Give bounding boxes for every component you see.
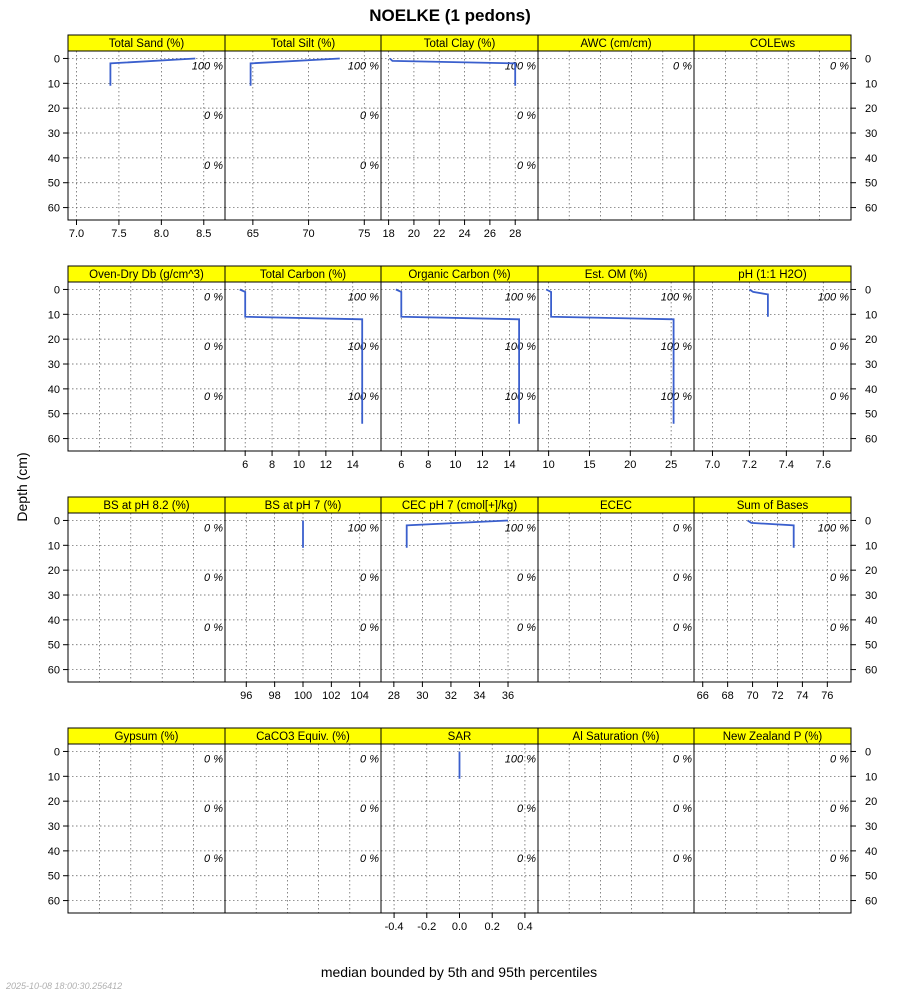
- y-tick-label-left: 40: [47, 614, 60, 627]
- y-tick-label-right: 20: [865, 334, 878, 347]
- x-tick-label: 15: [583, 459, 596, 471]
- panel-strip-label: Gypsum (%): [114, 731, 179, 743]
- x-tick-label: 6: [242, 459, 249, 471]
- panel-awc-cm-cm: [538, 35, 694, 220]
- x-tick-label: 0.2: [484, 921, 500, 933]
- y-tick-label-left: 10: [47, 771, 60, 784]
- y-tick-label-right: 20: [865, 103, 878, 116]
- percent-label: 0 %: [673, 522, 692, 535]
- percent-label: 0 %: [830, 60, 849, 73]
- y-tick-label-left: 0: [53, 53, 60, 66]
- panel-oven-dry-db-g-cm-3: [68, 266, 225, 451]
- y-tick-label-left: 60: [47, 202, 60, 215]
- x-tick-label: 98: [268, 690, 281, 702]
- y-tick-label-right: 0: [865, 515, 872, 528]
- panel-caco3-equiv: [225, 728, 381, 913]
- panel-strip-label: Al Saturation (%): [572, 731, 660, 743]
- y-tick-label-right: 30: [865, 359, 878, 372]
- x-tick-label: 0.4: [517, 921, 533, 933]
- percent-label: 0 %: [204, 621, 223, 634]
- y-tick-label-right: 30: [865, 128, 878, 141]
- percent-label: 100 %: [817, 522, 849, 535]
- y-tick-label-right: 10: [865, 78, 878, 91]
- x-tick-label: 26: [483, 228, 497, 240]
- y-tick-label-left: 20: [47, 103, 60, 116]
- percent-label: 0 %: [204, 110, 223, 123]
- percent-label: 0 %: [204, 522, 223, 535]
- y-tick-label-left: 30: [47, 590, 60, 603]
- panel-frame: [225, 282, 381, 451]
- x-tick-label: 25: [665, 459, 678, 471]
- panel-sar: [381, 728, 538, 933]
- percent-label: 0 %: [830, 621, 849, 634]
- x-tick-label: 12: [319, 459, 332, 471]
- y-tick-label-right: 60: [865, 433, 878, 446]
- percent-label: 0 %: [517, 803, 536, 816]
- panel-frame: [68, 744, 225, 913]
- x-tick-label: 100: [293, 690, 313, 702]
- panel-strip-label: Total Sand (%): [108, 38, 185, 50]
- panel-row-4: [48, 728, 878, 933]
- y-tick-label-right: 10: [865, 540, 878, 553]
- percent-label: 100 %: [347, 60, 379, 73]
- percent-label: 100 %: [347, 522, 379, 535]
- panel-organic-carbon: [381, 266, 538, 471]
- percent-label: 100 %: [504, 753, 536, 766]
- y-tick-label-left: 60: [47, 664, 60, 677]
- x-tick-label: 8.0: [153, 228, 169, 240]
- percent-label: 0 %: [673, 852, 692, 865]
- percent-label: 0 %: [360, 803, 379, 816]
- percent-label: 0 %: [360, 753, 379, 766]
- x-tick-label: 66: [696, 690, 709, 702]
- y-tick-label-left: 40: [47, 152, 60, 165]
- median-line: [110, 59, 195, 86]
- percent-label: 0 %: [830, 390, 849, 403]
- percent-label: 0 %: [360, 621, 379, 634]
- panel-strip-label: New Zealand P (%): [722, 731, 823, 743]
- median-line: [748, 521, 794, 548]
- y-tick-label-left: 20: [47, 796, 60, 809]
- x-tick-label: -0.2: [417, 921, 437, 933]
- x-tick-label: 70: [302, 228, 315, 240]
- y-tick-label-left: 0: [53, 515, 60, 528]
- y-tick-label-right: 30: [865, 590, 878, 603]
- median-line: [546, 290, 673, 424]
- panel-strip-label: pH (1:1 H2O): [738, 269, 807, 281]
- panel-strip-label: COLEws: [749, 38, 796, 50]
- x-tick-label: 24: [458, 228, 471, 240]
- percent-label: 0 %: [673, 60, 692, 73]
- panel-strip-label: CEC pH 7 (cmol[+]/kg): [401, 500, 518, 512]
- y-tick-label-right: 40: [865, 845, 878, 858]
- percent-label: 100 %: [504, 291, 536, 304]
- panel-row-1: [48, 35, 878, 240]
- x-tick-label: 96: [240, 690, 253, 702]
- percent-label: 0 %: [517, 572, 536, 585]
- panel-strip-label: BS at pH 7 (%): [264, 500, 342, 512]
- panel-frame: [538, 51, 694, 220]
- panel-bs-at-ph-8-2: [68, 497, 225, 682]
- percent-label: 0 %: [673, 803, 692, 816]
- median-line: [240, 290, 362, 424]
- panel-strip-label: BS at pH 8.2 (%): [103, 500, 190, 512]
- x-tick-label: 8: [269, 459, 276, 471]
- y-tick-label-left: 40: [47, 845, 60, 858]
- panel-frame: [694, 282, 851, 451]
- percent-label: 100 %: [504, 60, 536, 73]
- x-tick-label: 10: [449, 459, 462, 471]
- y-tick-label-right: 60: [865, 664, 878, 677]
- panel-strip-label: Total Silt (%): [270, 38, 336, 50]
- panel-frame: [68, 513, 225, 682]
- panel-strip-label: Total Clay (%): [423, 38, 496, 50]
- percent-label: 0 %: [517, 110, 536, 123]
- panel-frame: [381, 513, 538, 682]
- y-tick-label-left: 10: [47, 78, 60, 91]
- panel-strip-label: SAR: [447, 731, 472, 743]
- percent-label: 100 %: [660, 291, 692, 304]
- percent-label: 0 %: [517, 621, 536, 634]
- x-tick-label: 70: [746, 690, 759, 702]
- x-tick-label: 10: [542, 459, 555, 471]
- percent-label: 0 %: [204, 753, 223, 766]
- x-tick-label: -0.4: [384, 921, 404, 933]
- y-tick-label-left: 60: [47, 433, 60, 446]
- y-tick-label-left: 10: [47, 540, 60, 553]
- y-tick-label-right: 0: [865, 53, 872, 66]
- y-tick-label-right: 10: [865, 771, 878, 784]
- y-tick-label-left: 50: [47, 408, 60, 421]
- y-tick-label-left: 0: [53, 746, 60, 759]
- percent-label: 100 %: [660, 341, 692, 354]
- panel-est-om: [538, 266, 694, 471]
- percent-label: 0 %: [830, 852, 849, 865]
- percent-label: 100 %: [504, 341, 536, 354]
- percent-label: 100 %: [504, 390, 536, 403]
- timestamp: 2025-10-08 18:00:30.256412: [6, 981, 123, 991]
- x-tick-label: 8: [425, 459, 432, 471]
- percent-label: 100 %: [660, 390, 692, 403]
- x-tick-label: 20: [407, 228, 421, 240]
- panel-strip-label: Est. OM (%): [584, 269, 648, 281]
- panel-total-carbon: [225, 266, 381, 471]
- panel-new-zealand-p: [694, 728, 851, 913]
- panel-strip-label: Sum of Bases: [736, 500, 809, 512]
- percent-label: 100 %: [191, 60, 223, 73]
- y-tick-label-left: 50: [47, 639, 60, 652]
- panel-total-sand: [68, 35, 225, 240]
- x-tick-label: 28: [387, 690, 400, 702]
- percent-label: 0 %: [204, 852, 223, 865]
- x-tick-label: 7.5: [111, 228, 127, 240]
- x-tick-label: 104: [350, 690, 369, 702]
- panel-strip-label: Oven-Dry Db (g/cm^3): [89, 269, 204, 281]
- percent-label: 0 %: [517, 852, 536, 865]
- panel-grid: [48, 35, 878, 933]
- percent-label: 0 %: [830, 753, 849, 766]
- percent-label: 100 %: [504, 522, 536, 535]
- y-tick-label-right: 20: [865, 565, 878, 578]
- x-tick-label: 7.6: [815, 459, 831, 471]
- x-tick-label: 20: [624, 459, 637, 471]
- percent-label: 0 %: [360, 852, 379, 865]
- panel-frame: [538, 282, 694, 451]
- percent-label: 0 %: [204, 159, 223, 172]
- panel-bs-at-ph-7: [225, 497, 381, 702]
- y-tick-label-left: 60: [47, 895, 60, 908]
- percent-label: 100 %: [347, 390, 379, 403]
- panel-total-silt: [225, 35, 381, 240]
- y-tick-label-left: 30: [47, 821, 60, 834]
- panel-frame: [225, 51, 381, 220]
- x-tick-label: 14: [346, 459, 359, 471]
- panel-ecec: [538, 497, 694, 682]
- x-tick-label: 75: [358, 228, 371, 240]
- x-tick-label: 32: [444, 690, 458, 702]
- y-tick-label-left: 50: [47, 870, 60, 883]
- percent-label: 0 %: [360, 110, 379, 123]
- x-tick-label: 10: [292, 459, 306, 471]
- median-line: [396, 290, 519, 424]
- percent-label: 100 %: [817, 291, 849, 304]
- y-tick-label-right: 50: [865, 639, 878, 652]
- panel-frame: [538, 513, 694, 682]
- panel-row-3: [48, 497, 878, 702]
- x-tick-label: 12: [476, 459, 489, 471]
- percent-label: 0 %: [204, 572, 223, 585]
- panel-row-2: [48, 266, 878, 471]
- panel-frame: [68, 282, 225, 451]
- y-tick-label-right: 0: [865, 746, 872, 759]
- x-tick-label: 68: [721, 690, 734, 702]
- y-tick-label-right: 60: [865, 895, 878, 908]
- x-tick-label: 65: [246, 228, 259, 240]
- panel-frame: [538, 744, 694, 913]
- x-tick-label: 22: [433, 228, 446, 240]
- panel-gypsum: [68, 728, 225, 913]
- percent-label: 0 %: [830, 341, 849, 354]
- x-tick-label: 8.5: [196, 228, 212, 240]
- y-tick-label-right: 50: [865, 177, 878, 190]
- y-tick-label-right: 40: [865, 383, 878, 396]
- median-line: [390, 59, 515, 86]
- percent-label: 100 %: [347, 291, 379, 304]
- panel-frame: [694, 51, 851, 220]
- x-tick-label: 76: [821, 690, 834, 702]
- x-tick-label: 7.2: [741, 459, 758, 471]
- y-tick-label-left: 30: [47, 359, 60, 372]
- percent-label: 0 %: [360, 159, 379, 172]
- x-tick-label: 72: [771, 690, 784, 702]
- y-tick-label-right: 30: [865, 821, 878, 834]
- x-tick-label: 28: [509, 228, 522, 240]
- panel-strip-label: ECEC: [600, 500, 632, 512]
- median-line: [749, 290, 768, 317]
- y-tick-label-left: 20: [47, 334, 60, 347]
- y-tick-label-right: 50: [865, 870, 878, 883]
- y-tick-label-left: 50: [47, 177, 60, 190]
- percent-label: 0 %: [830, 572, 849, 585]
- panel-sum-of-bases: [694, 497, 851, 702]
- percent-label: 0 %: [517, 159, 536, 172]
- x-tick-label: 7.0: [68, 228, 85, 240]
- y-tick-label-right: 50: [865, 408, 878, 421]
- y-tick-label-right: 40: [865, 614, 878, 627]
- y-tick-label-right: 20: [865, 796, 878, 809]
- x-tick-label: 0.0: [451, 921, 468, 933]
- y-tick-label-left: 20: [47, 565, 60, 578]
- y-tick-label-right: 60: [865, 202, 878, 215]
- panel-frame: [225, 744, 381, 913]
- panel-frame: [694, 744, 851, 913]
- panel-colews: [694, 35, 851, 220]
- y-tick-label-right: 0: [865, 284, 872, 297]
- median-line: [251, 59, 340, 86]
- x-axis-label: median bounded by 5th and 95th percentiles: [320, 964, 598, 980]
- panel-ph-1-1-h2o: [694, 266, 851, 471]
- y-tick-label-right: 10: [865, 309, 878, 322]
- percent-label: 0 %: [204, 291, 223, 304]
- panel-total-clay: [381, 35, 538, 240]
- percent-label: 0 %: [204, 341, 223, 354]
- percent-label: 0 %: [360, 572, 379, 585]
- x-tick-label: 74: [796, 690, 809, 702]
- panel-frame: [68, 51, 225, 220]
- y-tick-label-left: 40: [47, 383, 60, 396]
- x-tick-label: 7.4: [778, 459, 795, 471]
- y-axis-label: Depth (cm): [14, 452, 30, 522]
- panel-strip-label: Organic Carbon (%): [408, 269, 511, 281]
- x-tick-label: 30: [416, 690, 429, 702]
- percent-label: 100 %: [347, 341, 379, 354]
- chart-title: NOELKE (1 pedons): [369, 6, 531, 25]
- median-line: [407, 521, 508, 548]
- y-tick-label-right: 40: [865, 152, 878, 165]
- y-tick-label-left: 10: [47, 309, 60, 322]
- percent-label: 0 %: [673, 753, 692, 766]
- panel-strip-label: AWC (cm/cm): [580, 38, 652, 50]
- percent-label: 0 %: [204, 803, 223, 816]
- percent-label: 0 %: [204, 390, 223, 403]
- panel-strip-label: Total Carbon (%): [259, 269, 347, 281]
- y-tick-label-left: 30: [47, 128, 60, 141]
- x-tick-label: 6: [398, 459, 405, 471]
- x-tick-label: 34: [473, 690, 486, 702]
- panel-al-saturation: [538, 728, 694, 913]
- panel-cec-ph-7-cmol-kg: [381, 497, 538, 702]
- x-tick-label: 18: [382, 228, 395, 240]
- percent-label: 0 %: [673, 621, 692, 634]
- x-tick-label: 36: [501, 690, 515, 702]
- x-tick-label: 102: [322, 690, 341, 702]
- x-tick-label: 7.0: [704, 459, 721, 471]
- panel-strip-label: CaCO3 Equiv. (%): [256, 731, 350, 743]
- percent-label: 0 %: [830, 803, 849, 816]
- x-tick-label: 14: [503, 459, 516, 471]
- y-tick-label-left: 0: [53, 284, 60, 297]
- percent-label: 0 %: [673, 572, 692, 585]
- panel-frame: [381, 282, 538, 451]
